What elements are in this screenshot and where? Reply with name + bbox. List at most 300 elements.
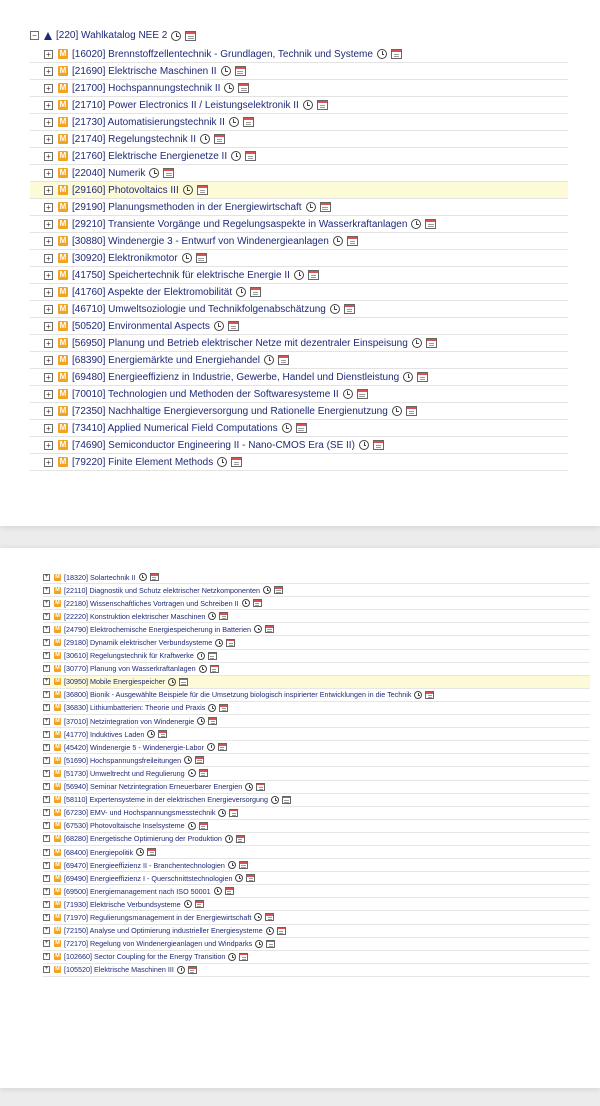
module-list-1 xyxy=(30,46,568,471)
module-label[interactable]: [21690] Elektrische Maschinen II xyxy=(72,65,217,77)
expand-toggle-icon[interactable]: + xyxy=(44,743,49,750)
module-row[interactable] xyxy=(30,284,568,301)
expand-toggle-icon[interactable]: + xyxy=(44,717,49,724)
clock-icon[interactable] xyxy=(412,338,422,348)
clock-icon[interactable] xyxy=(392,406,402,416)
clock-icon[interactable] xyxy=(208,704,216,712)
expand-toggle-icon[interactable]: + xyxy=(44,783,49,790)
clock-icon[interactable] xyxy=(224,83,234,93)
catalog-root-row[interactable] xyxy=(30,27,568,44)
module-badge-icon: M xyxy=(59,83,67,92)
clock-icon[interactable] xyxy=(184,900,192,908)
module-row[interactable] xyxy=(43,833,590,846)
module-label[interactable]: [105520] Elektrische Maschinen III xyxy=(64,965,174,975)
calendar-icon[interactable] xyxy=(226,639,235,647)
calendar-icon[interactable] xyxy=(225,887,234,895)
clock-icon[interactable] xyxy=(199,665,207,673)
calendar-icon[interactable] xyxy=(278,355,289,365)
module-row[interactable] xyxy=(30,403,568,420)
calendar-icon[interactable] xyxy=(245,151,256,161)
calendar-icon[interactable] xyxy=(296,423,307,433)
module-row[interactable] xyxy=(43,650,590,663)
module-label[interactable]: [69500] Energiemanagement nach ISO 50001 xyxy=(64,886,211,896)
module-label[interactable]: [79220] Finite Element Methods xyxy=(72,456,214,468)
module-row[interactable] xyxy=(43,794,590,807)
clock-icon[interactable] xyxy=(343,389,353,399)
clock-icon[interactable] xyxy=(242,599,250,607)
module-label[interactable]: [72150] Analyse und Optimierung industrieller Energiesysteme xyxy=(64,926,263,936)
expand-toggle-icon[interactable]: + xyxy=(44,913,49,920)
expand-toggle-icon[interactable]: + xyxy=(44,373,53,382)
module-label[interactable]: [24790] Elektrochemische Energiespeicherung in Batterien xyxy=(64,624,251,634)
module-row[interactable] xyxy=(43,846,590,859)
calendar-icon[interactable] xyxy=(253,599,262,607)
module-label[interactable]: [22110] Diagnostik und Schutz elektrischer Netzkomponenten xyxy=(64,585,261,595)
module-label[interactable]: [22040] Numerik xyxy=(72,167,146,179)
expand-toggle-icon[interactable]: + xyxy=(44,953,49,960)
clock-icon[interactable] xyxy=(306,202,316,212)
module-label[interactable]: [21760] Elektrische Energienetze II xyxy=(72,150,228,162)
clock-icon[interactable] xyxy=(225,835,233,843)
module-label[interactable]: [36800] Bionik - Ausgewählte Beispiele für die Umsetzung biologisch inspirierter Entwicklungen in die Technik xyxy=(64,690,412,700)
expand-toggle-icon[interactable]: + xyxy=(44,796,49,803)
module-label[interactable]: [21700] Hochspannungstechnik II xyxy=(72,82,221,94)
calendar-icon[interactable] xyxy=(308,270,319,280)
module-row[interactable] xyxy=(43,754,590,767)
expand-toggle-icon[interactable]: + xyxy=(44,639,49,646)
module-row[interactable] xyxy=(30,63,568,80)
module-label[interactable]: [68280] Energetische Optimierung der Produktion xyxy=(64,834,222,844)
calendar-icon[interactable] xyxy=(208,717,217,725)
clock-icon[interactable] xyxy=(236,287,246,297)
module-row[interactable] xyxy=(30,80,568,97)
expand-toggle-icon[interactable]: + xyxy=(44,118,53,127)
module-label[interactable]: [30920] Elektronikmotor xyxy=(72,252,178,264)
module-label[interactable]: [72170] Regelung von Windenergieanlagen und Windparks xyxy=(64,939,253,949)
module-label[interactable]: [30770] Planung von Wasserkraftanlagen xyxy=(64,664,196,674)
module-row[interactable] xyxy=(43,715,590,728)
expand-toggle-icon[interactable]: + xyxy=(44,67,53,76)
expand-toggle-icon[interactable]: + xyxy=(44,730,49,737)
expand-toggle-icon[interactable]: + xyxy=(44,874,49,881)
clock-icon[interactable] xyxy=(177,966,185,974)
clock-icon[interactable] xyxy=(414,691,422,699)
module-row[interactable] xyxy=(43,702,590,715)
module-row[interactable] xyxy=(43,676,590,689)
calendar-icon[interactable] xyxy=(391,49,402,59)
calendar-icon[interactable] xyxy=(147,848,156,856)
module-row[interactable] xyxy=(30,199,568,216)
clock-icon[interactable] xyxy=(377,49,387,59)
expand-toggle-icon[interactable]: + xyxy=(44,322,53,331)
module-row[interactable] xyxy=(30,148,568,165)
clock-icon[interactable] xyxy=(171,31,181,41)
module-row[interactable] xyxy=(30,46,568,63)
calendar-icon[interactable] xyxy=(357,389,368,399)
module-row[interactable] xyxy=(30,335,568,352)
calendar-icon[interactable] xyxy=(214,134,225,144)
expand-toggle-icon[interactable]: + xyxy=(44,84,53,93)
expand-toggle-icon[interactable]: + xyxy=(44,678,49,685)
calendar-icon[interactable] xyxy=(195,756,204,764)
clock-icon[interactable] xyxy=(207,743,215,751)
module-badge-icon: M xyxy=(55,717,60,724)
calendar-icon[interactable] xyxy=(417,372,428,382)
module-row[interactable] xyxy=(43,571,590,584)
clock-icon[interactable] xyxy=(228,861,236,869)
expand-toggle-icon[interactable]: + xyxy=(44,704,49,711)
clock-icon[interactable] xyxy=(229,117,239,127)
expand-toggle-icon[interactable]: + xyxy=(44,756,49,763)
calendar-icon[interactable] xyxy=(163,168,174,178)
module-label[interactable]: [41770] Induktives Laden xyxy=(64,729,145,739)
calendar-icon[interactable] xyxy=(219,612,228,620)
expand-toggle-icon[interactable]: + xyxy=(44,186,53,195)
expand-toggle-icon[interactable]: + xyxy=(44,169,53,178)
module-row[interactable] xyxy=(30,369,568,386)
module-row[interactable] xyxy=(30,233,568,250)
module-row[interactable] xyxy=(30,267,568,284)
calendar-icon[interactable] xyxy=(320,202,331,212)
calendar-icon[interactable] xyxy=(347,236,358,246)
module-row[interactable] xyxy=(43,728,590,741)
module-badge-icon: M xyxy=(59,134,67,143)
clock-icon[interactable] xyxy=(182,253,192,263)
clock-icon[interactable] xyxy=(136,848,144,856)
module-row[interactable] xyxy=(43,636,590,649)
module-badge-icon: M xyxy=(59,389,67,398)
calendar-icon[interactable] xyxy=(235,66,246,76)
calendar-icon[interactable] xyxy=(265,625,274,633)
calendar-icon[interactable] xyxy=(185,31,196,41)
module-label[interactable]: [21740] Regelungstechnik II xyxy=(72,133,196,145)
expand-toggle-icon[interactable]: + xyxy=(44,220,53,229)
calendar-icon[interactable] xyxy=(425,219,436,229)
module-row[interactable] xyxy=(43,820,590,833)
module-label[interactable]: [56940] Seminar Netzintegration Erneuerbarer Energien xyxy=(64,782,243,792)
module-label[interactable]: [72350] Nachhaltige Energieversorgung und Rationelle Energienutzung xyxy=(72,405,388,417)
module-row[interactable] xyxy=(30,216,568,233)
calendar-icon[interactable] xyxy=(150,573,159,581)
expand-toggle-icon[interactable]: + xyxy=(44,424,53,433)
expand-toggle-icon[interactable]: + xyxy=(44,691,49,698)
expand-toggle-icon[interactable]: + xyxy=(44,599,49,606)
module-row[interactable] xyxy=(43,584,590,597)
calendar-icon[interactable] xyxy=(231,457,242,467)
calendar-icon[interactable] xyxy=(158,730,167,738)
clock-icon[interactable] xyxy=(221,66,231,76)
module-row[interactable] xyxy=(30,454,568,471)
clock-icon[interactable] xyxy=(330,304,340,314)
clock-icon[interactable] xyxy=(403,372,413,382)
clock-icon[interactable] xyxy=(214,887,222,895)
calendar-icon[interactable] xyxy=(236,835,245,843)
expand-toggle-icon[interactable]: + xyxy=(44,203,53,212)
expand-toggle-icon[interactable]: + xyxy=(44,900,49,907)
module-label[interactable]: [56950] Planung und Betrieb elektrischer Netze mit dezentraler Einspeisung xyxy=(72,337,408,349)
clock-icon[interactable] xyxy=(231,151,241,161)
clock-icon[interactable] xyxy=(200,134,210,144)
module-row[interactable] xyxy=(30,165,568,182)
module-row[interactable] xyxy=(43,938,590,951)
module-row[interactable] xyxy=(43,964,590,977)
calendar-icon[interactable] xyxy=(274,586,283,594)
clock-icon[interactable] xyxy=(264,355,274,365)
calendar-icon[interactable] xyxy=(282,796,291,804)
expand-toggle-icon[interactable]: + xyxy=(44,305,53,314)
expand-toggle-icon[interactable]: + xyxy=(44,407,53,416)
calendar-icon[interactable] xyxy=(208,652,217,660)
clock-icon[interactable] xyxy=(294,270,304,280)
module-label[interactable]: [70010] Technologien und Methoden der Softwaresysteme II xyxy=(72,388,339,400)
expand-toggle-icon[interactable]: + xyxy=(44,927,49,934)
module-badge-icon: M xyxy=(55,848,60,855)
expand-toggle-icon[interactable]: + xyxy=(44,271,53,280)
module-label[interactable]: [102660] Sector Coupling for the Energy Transition xyxy=(64,952,226,962)
calendar-icon[interactable] xyxy=(188,966,197,974)
calendar-icon[interactable] xyxy=(229,809,238,817)
module-row[interactable] xyxy=(30,97,568,114)
module-label[interactable]: [69470] Energieeffizienz II - Branchentechnologien xyxy=(64,860,225,870)
clock-icon[interactable] xyxy=(183,185,193,195)
calendar-icon[interactable] xyxy=(373,440,384,450)
clock-icon[interactable] xyxy=(255,940,263,948)
calendar-icon[interactable] xyxy=(243,117,254,127)
expand-toggle-icon[interactable]: + xyxy=(44,835,49,842)
module-row[interactable] xyxy=(30,301,568,318)
module-label[interactable]: [73410] Applied Numerical Field Computations xyxy=(72,422,278,434)
clock-icon[interactable] xyxy=(254,625,262,633)
module-label[interactable]: [21710] Power Electronics II / Leistungselektronik II xyxy=(72,99,299,111)
calendar-icon[interactable] xyxy=(256,783,265,791)
calendar-icon[interactable] xyxy=(210,665,219,673)
module-label[interactable]: [29160] Photovoltaics III xyxy=(72,184,179,196)
clock-icon[interactable] xyxy=(215,639,223,647)
module-row[interactable] xyxy=(43,807,590,820)
module-row[interactable] xyxy=(43,925,590,938)
expand-toggle-icon[interactable]: + xyxy=(44,135,53,144)
expand-toggle-icon[interactable]: + xyxy=(44,861,49,868)
catalog-root-label[interactable]: [220] Wahlkatalog NEE 2 xyxy=(56,30,168,41)
module-label[interactable]: [69490] Energieeffizienz I - Querschnittstechnologien xyxy=(64,873,233,883)
calendar-icon[interactable] xyxy=(425,691,434,699)
expand-toggle-icon[interactable]: + xyxy=(44,887,49,894)
calendar-icon[interactable] xyxy=(199,822,208,830)
module-label[interactable]: [36830] Lithiumbatterien: Theorie und Praxis xyxy=(64,703,206,713)
module-row[interactable] xyxy=(43,767,590,780)
calendar-icon[interactable] xyxy=(195,900,204,908)
clock-icon[interactable] xyxy=(208,612,216,620)
expand-toggle-icon[interactable]: + xyxy=(44,625,49,632)
expand-toggle-icon[interactable]: + xyxy=(44,254,53,263)
module-label[interactable]: [68390] Energiemärkte und Energiehandel xyxy=(72,354,260,366)
clock-icon[interactable] xyxy=(303,100,313,110)
expand-toggle-icon[interactable]: + xyxy=(44,50,53,59)
calendar-icon[interactable] xyxy=(228,321,239,331)
module-label[interactable]: [67230] EMV- und Hochspannungsmesstechnik xyxy=(64,808,216,818)
module-label[interactable]: [29190] Planungsmethoden in der Energiewirtschaft xyxy=(72,201,302,213)
expand-toggle-icon[interactable]: + xyxy=(44,573,49,580)
module-badge-icon: M xyxy=(55,783,60,790)
module-row[interactable] xyxy=(43,663,590,676)
module-row[interactable] xyxy=(30,437,568,454)
module-label[interactable]: [71970] Regulierungsmanagement in der Energiewirtschaft xyxy=(64,912,252,922)
module-label[interactable]: [37010] Netzintegration von Windenergie xyxy=(64,716,195,726)
clock-icon[interactable] xyxy=(245,783,253,791)
module-row[interactable] xyxy=(30,250,568,267)
calendar-icon[interactable] xyxy=(426,338,437,348)
expand-toggle-icon[interactable]: + xyxy=(44,101,53,110)
module-label[interactable]: [74690] Semiconductor Engineering II - Nano-CMOS Era (SE II) xyxy=(72,439,355,451)
clock-icon[interactable] xyxy=(188,769,196,777)
expand-toggle-icon[interactable]: + xyxy=(44,390,53,399)
expand-toggle-icon[interactable]: + xyxy=(44,822,49,829)
module-label[interactable]: [22180] Wissenschaftliches Vortragen und Schreiben II xyxy=(64,598,239,608)
clock-icon[interactable] xyxy=(217,457,227,467)
module-row[interactable] xyxy=(30,114,568,131)
clock-icon[interactable] xyxy=(197,717,205,725)
calendar-icon[interactable] xyxy=(239,953,248,961)
module-row[interactable] xyxy=(43,781,590,794)
module-label[interactable]: [58110] Expertensysteme in der elektrischen Energieversorgung xyxy=(64,795,269,805)
module-row[interactable] xyxy=(30,182,568,199)
module-row[interactable] xyxy=(43,951,590,964)
module-label[interactable]: [71930] Elektrische Verbundsysteme xyxy=(64,899,181,909)
calendar-icon[interactable] xyxy=(197,185,208,195)
expand-toggle-icon[interactable]: + xyxy=(44,356,53,365)
module-label[interactable]: [21730] Automatisierungstechnik II xyxy=(72,116,225,128)
module-badge-icon: M xyxy=(59,304,67,313)
module-row[interactable] xyxy=(30,420,568,437)
module-label[interactable]: [41750] Speichertechnik für elektrische Energie II xyxy=(72,269,290,281)
expand-toggle-icon[interactable]: + xyxy=(44,152,53,161)
expand-toggle-icon[interactable]: + xyxy=(44,665,49,672)
module-row[interactable] xyxy=(30,131,568,148)
calendar-icon[interactable] xyxy=(250,287,261,297)
expand-toggle-icon[interactable]: + xyxy=(44,612,49,619)
calendar-icon[interactable] xyxy=(266,940,275,948)
module-row[interactable] xyxy=(43,911,590,924)
clock-icon[interactable] xyxy=(149,168,159,178)
module-label[interactable]: [30610] Regelungstechnik für Kraftwerke xyxy=(64,651,194,661)
module-badge-icon: M xyxy=(55,966,60,973)
module-row[interactable] xyxy=(43,885,590,898)
module-label[interactable]: [69480] Energieeffizienz in Industrie, Gewerbe, Handel und Dienstleistung xyxy=(72,371,400,383)
clock-icon[interactable] xyxy=(235,874,243,882)
clock-icon[interactable] xyxy=(168,678,176,686)
clock-icon[interactable] xyxy=(184,756,192,764)
expand-toggle-icon[interactable]: + xyxy=(44,652,49,659)
calendar-icon[interactable] xyxy=(219,704,228,712)
module-row[interactable] xyxy=(30,352,568,369)
calendar-icon[interactable] xyxy=(218,743,227,751)
clock-icon[interactable] xyxy=(282,423,292,433)
calendar-icon[interactable] xyxy=(196,253,207,263)
calendar-icon[interactable] xyxy=(344,304,355,314)
module-label[interactable]: [30880] Windenergie 3 - Entwurf von Windenergieanlagen xyxy=(72,235,329,247)
clock-icon[interactable] xyxy=(411,219,421,229)
module-label[interactable]: [45420] Windenergie 5 - Windenergie-Labor xyxy=(64,742,204,752)
clock-icon[interactable] xyxy=(218,809,226,817)
expand-toggle-icon[interactable]: + xyxy=(44,339,53,348)
module-row[interactable] xyxy=(30,386,568,403)
calendar-icon[interactable] xyxy=(406,406,417,416)
clock-icon[interactable] xyxy=(139,573,147,581)
module-badge-icon: M xyxy=(55,796,60,803)
expand-toggle-icon[interactable]: + xyxy=(44,237,53,246)
module-badge-icon: M xyxy=(55,573,60,580)
module-row[interactable] xyxy=(43,689,590,702)
calendar-icon[interactable] xyxy=(179,678,188,686)
module-row[interactable] xyxy=(43,859,590,872)
calendar-icon[interactable] xyxy=(199,769,208,777)
clock-icon[interactable] xyxy=(228,953,236,961)
clock-icon[interactable] xyxy=(188,822,196,830)
expand-toggle-icon[interactable]: + xyxy=(44,586,49,593)
clock-icon[interactable] xyxy=(271,796,279,804)
module-row[interactable] xyxy=(43,610,590,623)
module-badge-icon: M xyxy=(55,835,60,842)
expand-toggle-icon[interactable]: + xyxy=(44,769,49,776)
clock-icon[interactable] xyxy=(254,913,262,921)
module-label[interactable]: [41760] Aspekte der Elektromobilität xyxy=(72,286,233,298)
clock-icon[interactable] xyxy=(214,321,224,331)
catalog-panel-1 xyxy=(0,0,600,526)
expand-toggle-icon[interactable]: + xyxy=(44,966,49,973)
module-row[interactable] xyxy=(43,872,590,885)
collapse-toggle-icon[interactable]: − xyxy=(30,31,39,40)
clock-icon[interactable] xyxy=(263,586,271,594)
module-label[interactable]: [68400] Energiepolitik xyxy=(64,847,134,857)
module-label[interactable]: [22220] Konstruktion elektrischer Maschinen xyxy=(64,611,206,621)
clock-icon[interactable] xyxy=(333,236,343,246)
module-row[interactable] xyxy=(30,318,568,335)
module-row[interactable] xyxy=(43,597,590,610)
clock-icon[interactable] xyxy=(197,652,205,660)
expand-toggle-icon[interactable]: + xyxy=(44,458,53,467)
module-label[interactable]: [16020] Brennstoffzellentechnik - Grundlagen, Technik und Systeme xyxy=(72,48,373,60)
clock-icon[interactable] xyxy=(359,440,369,450)
module-badge-icon: M xyxy=(59,236,67,245)
clock-icon[interactable] xyxy=(266,927,274,935)
calendar-icon[interactable] xyxy=(317,100,328,110)
module-label[interactable]: [46710] Umweltsoziologie und Technikfolgenabschätzung xyxy=(72,303,326,315)
calendar-icon[interactable] xyxy=(239,861,248,869)
calendar-icon[interactable] xyxy=(265,913,274,921)
module-label[interactable]: [51730] Umweltrecht und Regulierung xyxy=(64,768,185,778)
module-label[interactable]: [30950] Mobile Energiespeicher xyxy=(64,677,166,687)
calendar-icon[interactable] xyxy=(246,874,255,882)
expand-toggle-icon[interactable]: + xyxy=(44,288,53,297)
module-label[interactable]: [29210] Transiente Vorgänge und Regelungsaspekte in Wasserkraftanlagen xyxy=(72,218,408,230)
module-row[interactable] xyxy=(43,898,590,911)
module-row[interactable] xyxy=(43,623,590,636)
expand-toggle-icon[interactable]: + xyxy=(44,940,49,947)
expand-toggle-icon[interactable]: + xyxy=(44,809,49,816)
module-label[interactable]: [29180] Dynamik elektrischer Verbundsysteme xyxy=(64,638,213,648)
module-row[interactable] xyxy=(43,741,590,754)
calendar-icon[interactable] xyxy=(277,927,286,935)
module-label[interactable]: [67530] Photovoltaische Inselsysteme xyxy=(64,821,185,831)
module-label[interactable]: [18320] Solartechnik II xyxy=(64,572,136,582)
module-badge-icon: M xyxy=(55,809,60,816)
expand-toggle-icon[interactable]: + xyxy=(44,848,49,855)
expand-toggle-icon[interactable]: + xyxy=(44,441,53,450)
module-label[interactable]: [50520] Environmental Aspects xyxy=(72,320,210,332)
calendar-icon[interactable] xyxy=(238,83,249,93)
module-label[interactable]: [51690] Hochspannungsfreileitungen xyxy=(64,755,182,765)
clock-icon[interactable] xyxy=(147,730,155,738)
